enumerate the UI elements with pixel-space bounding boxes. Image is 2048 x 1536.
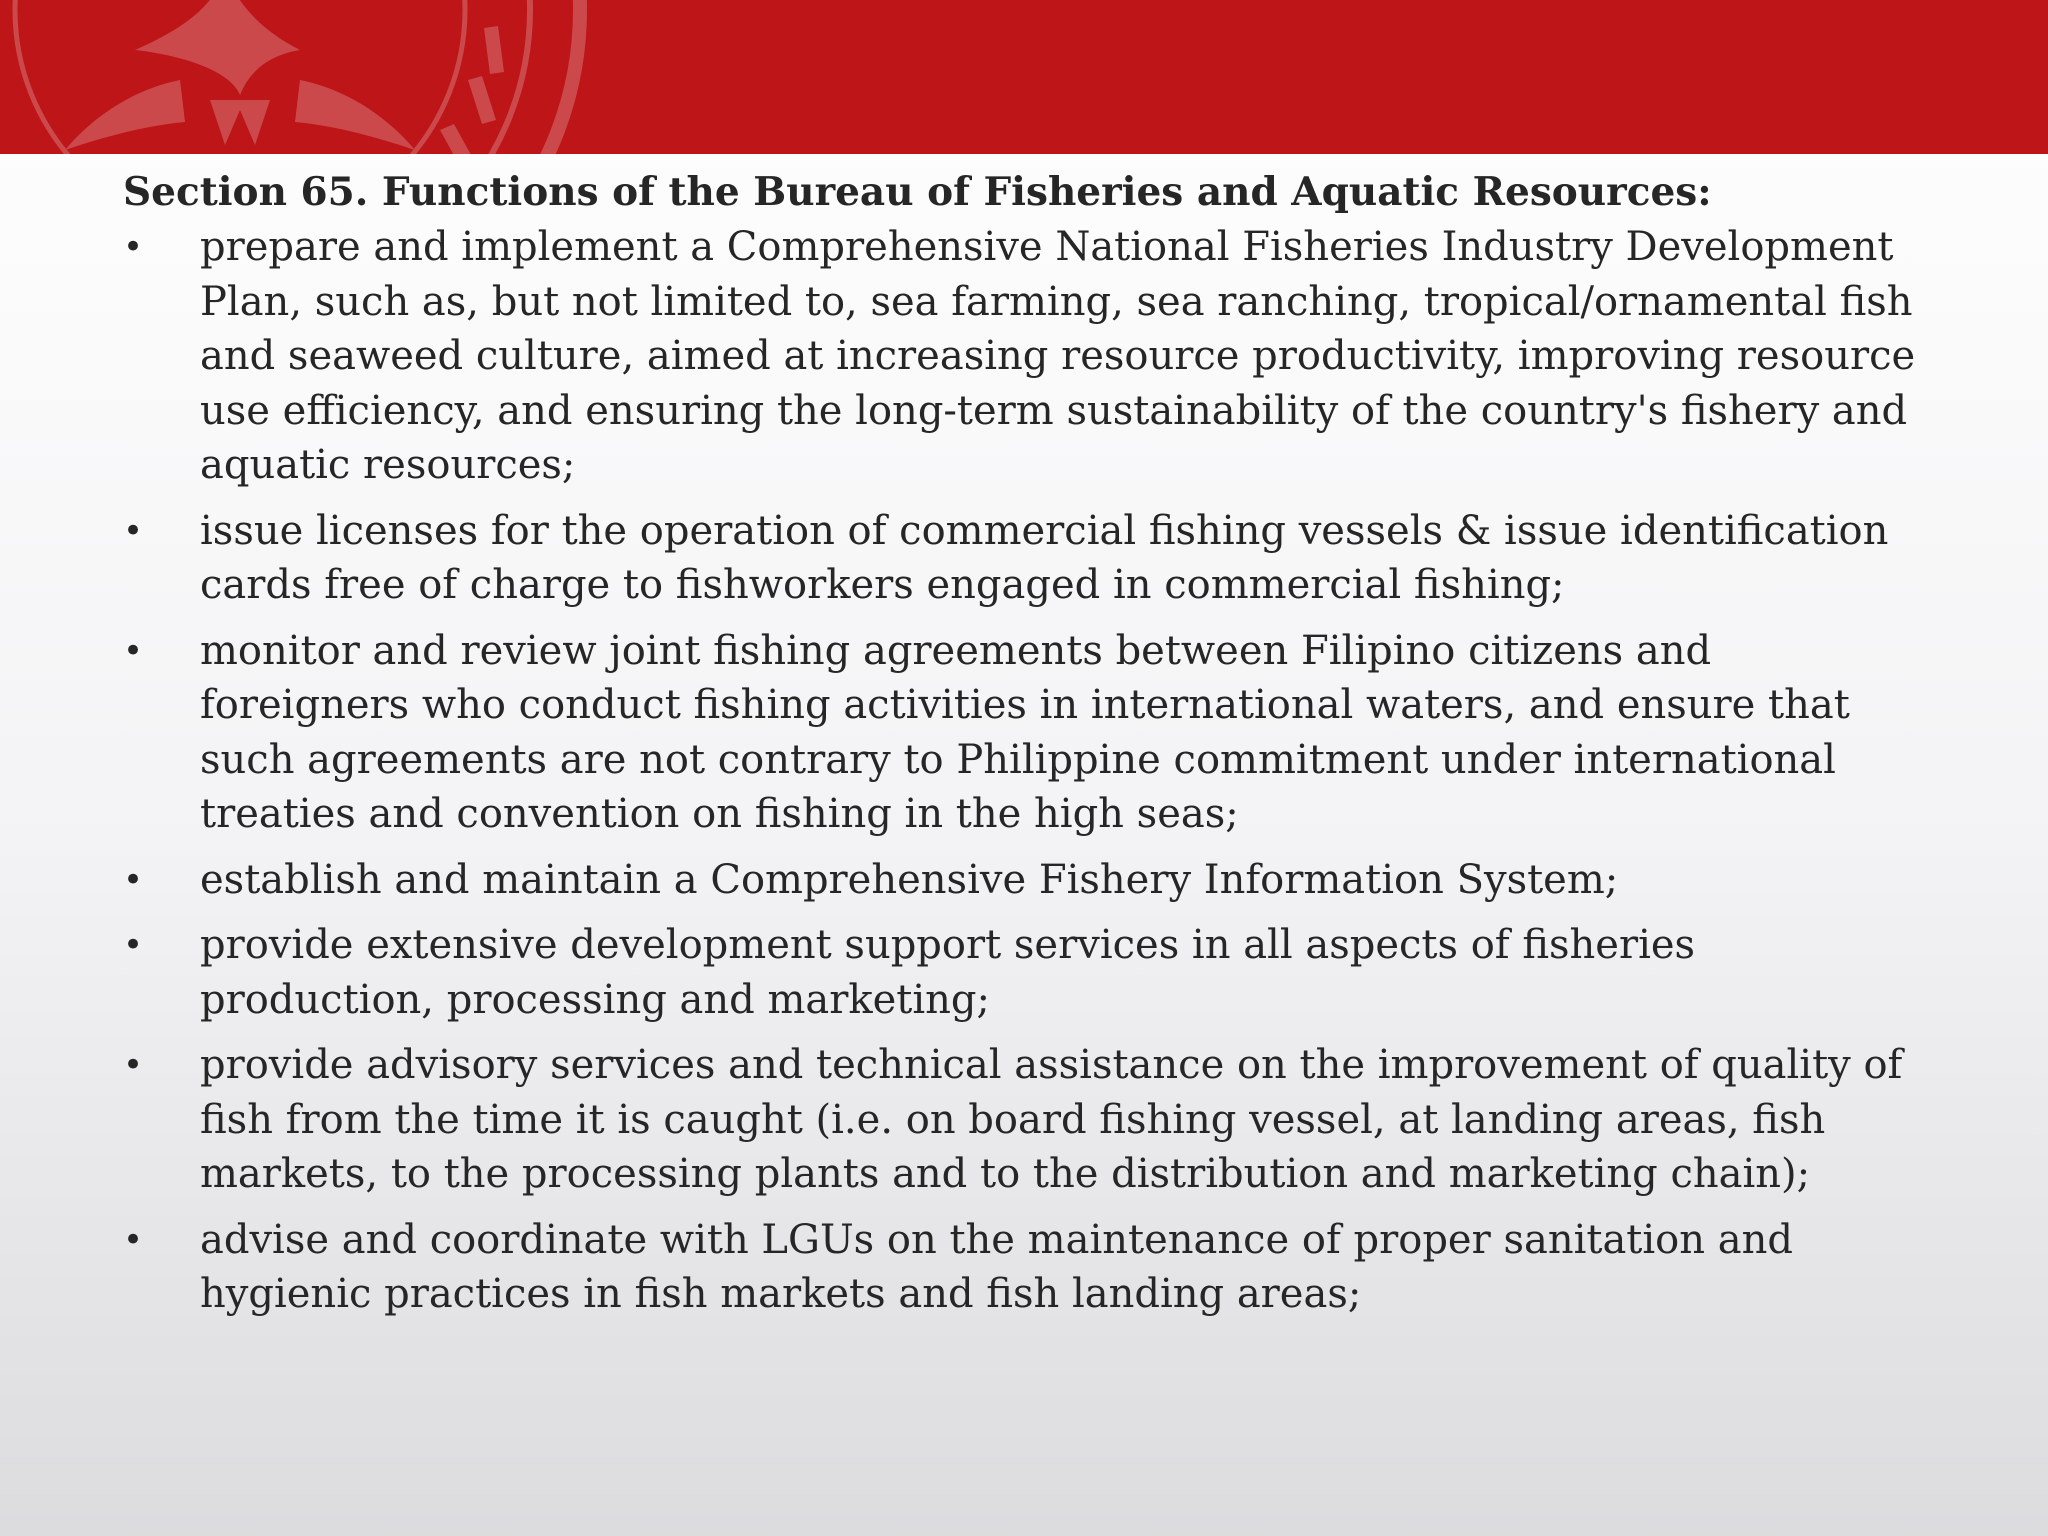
header-bar: [0, 0, 2048, 154]
bullet-icon: •: [123, 859, 144, 900]
list-item-text: prepare and implement a Comprehensive National Fisheries Industry Development Plan, such as, but not limited to, sea farming, sea ranching, tropical/ornamental fish and seaweed culture, aimed at increasing resource productivity, improving resource use efficiency, and ensuring the long-term sustainability of the country's fishery and aquatic resources;: [200, 224, 1916, 488]
list-item: [123, 504, 1923, 613]
list-item-text: provide advisory services and technical assistance on the improvement of quality of fish from the time it is caught (i.e. on board fishing vessel, at landing areas, fish markets, to the processing plants and to the distribution and marketing chain);: [200, 1042, 1903, 1197]
bullet-icon: •: [123, 510, 144, 551]
list-item: [123, 220, 1923, 493]
list-item-text: advise and coordinate with LGUs on the maintenance of proper sanitation and hygienic practices in fish markets and fish landing areas;: [200, 1216, 1793, 1317]
list-item-text: monitor and review joint fishing agreements between Filipino citizens and foreigners who conduct fishing activities in international waters, and ensure that such agreements are not contrary to Philippine commitment under international treaties and convention on fishing in the high seas;: [200, 627, 1850, 837]
list-item: [123, 1213, 1923, 1322]
list-item-text: provide extensive development support services in all aspects of fisheries production, processing and marketing;: [200, 922, 1696, 1023]
university-seal-eagle-icon: [0, 0, 680, 154]
functions-list: [123, 220, 1923, 1322]
list-item-text: issue licenses for the operation of commercial fishing vessels & issue identification cards free of charge to fishworkers engaged in commercial fishing;: [200, 507, 1889, 608]
list-item: [123, 624, 1923, 842]
list-item: [123, 918, 1923, 1027]
bullet-icon: •: [123, 925, 144, 965]
slide-content: [123, 166, 1923, 1333]
list-item-text: establish and maintain a Comprehensive Fishery Information System;: [200, 856, 1619, 903]
bullet-icon: •: [123, 1045, 144, 1085]
slide-title: Section 65. Functions of the Bureau of Fisheries and Aquatic Resources:: [123, 169, 1712, 215]
list-item: [123, 853, 1923, 908]
bullet-icon: •: [123, 227, 144, 267]
bullet-icon: •: [123, 630, 144, 671]
list-item: [123, 1038, 1923, 1202]
bullet-icon: •: [123, 1219, 144, 1260]
